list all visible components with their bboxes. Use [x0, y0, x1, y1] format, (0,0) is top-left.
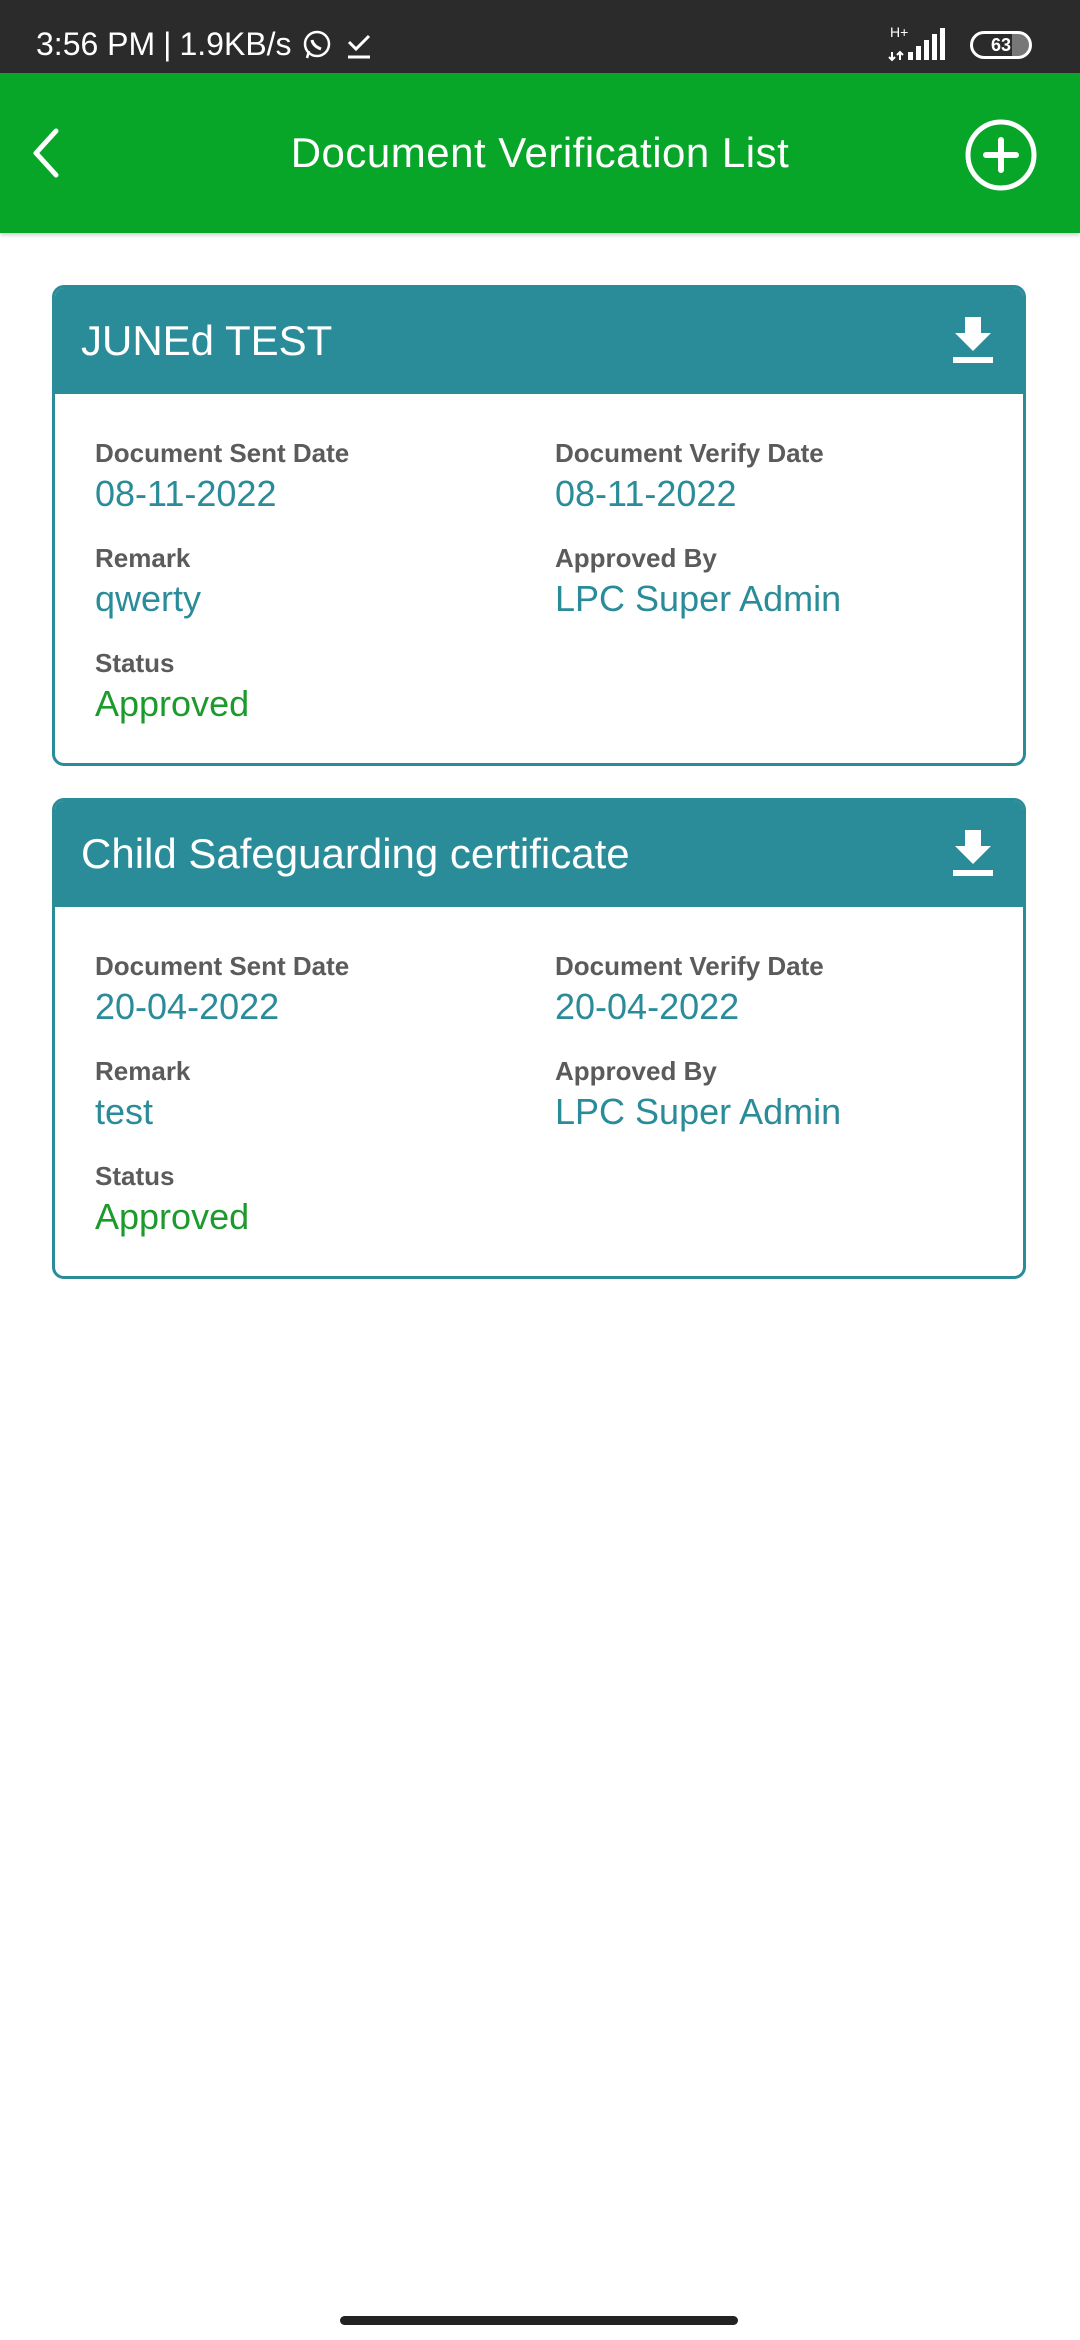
status-field [95, 1161, 555, 1238]
network-type: H+ [890, 24, 909, 40]
status-time: 3:56 PM [36, 26, 156, 62]
card-body [55, 907, 1023, 1276]
download-icon [951, 315, 995, 367]
download-done-icon [342, 28, 376, 62]
battery-icon [970, 31, 1032, 59]
verify-date-field [555, 951, 983, 1028]
card-header [55, 801, 1023, 907]
approved-by-field [555, 543, 983, 620]
verify-date-field [555, 438, 983, 515]
document-card [52, 798, 1026, 1279]
status-label: Status [95, 648, 175, 678]
card-header [55, 288, 1023, 394]
approved-by-value: LPC Super Admin [555, 578, 842, 619]
document-list [52, 285, 1026, 1311]
app-bar [0, 73, 1080, 233]
remark-field [95, 543, 555, 620]
sent-date-field [95, 438, 555, 515]
sent-date-label: Document Sent Date [95, 438, 350, 468]
verify-date-label: Document Verify Date [555, 438, 824, 468]
status-separator: | [163, 26, 172, 62]
battery-level: 63 [990, 34, 1012, 55]
sent-date-field [95, 951, 555, 1028]
download-button[interactable] [951, 828, 995, 880]
verify-date-value: 20-04-2022 [555, 986, 740, 1027]
remark-label: Remark [95, 1056, 191, 1086]
card-body [55, 394, 1023, 763]
verify-date-value: 08-11-2022 [555, 473, 737, 514]
status-badge: Approved [95, 1196, 250, 1237]
add-document-button[interactable] [964, 118, 1038, 192]
download-button[interactable] [951, 315, 995, 367]
remark-value: qwerty [95, 578, 202, 619]
status-bar [0, 0, 1080, 73]
approved-by-label: Approved By [555, 543, 717, 573]
back-button[interactable] [22, 123, 72, 183]
page-title: Document Verification List [290, 129, 790, 176]
remark-field [95, 1056, 555, 1133]
document-title: JUNEd TEST [81, 317, 333, 364]
sent-date-label: Document Sent Date [95, 951, 350, 981]
sent-date-value: 08-11-2022 [95, 473, 277, 514]
network-speed: 1.9KB/s [179, 26, 292, 62]
approved-by-label: Approved By [555, 1056, 717, 1086]
download-icon [951, 828, 995, 880]
plus-circle-icon [964, 118, 1038, 192]
status-field [95, 648, 555, 725]
verify-date-label: Document Verify Date [555, 951, 824, 981]
remark-value: test [95, 1091, 154, 1132]
status-label: Status [95, 1161, 175, 1191]
home-indicator[interactable] [340, 2316, 738, 2325]
document-title: Child Safeguarding certificate [81, 830, 630, 877]
document-card [52, 285, 1026, 766]
signal-icon [888, 24, 952, 62]
status-badge: Approved [95, 683, 250, 724]
remark-label: Remark [95, 543, 191, 573]
chevron-left-icon [22, 123, 72, 183]
approved-by-field [555, 1056, 983, 1133]
whatsapp-icon [300, 28, 334, 62]
approved-by-value: LPC Super Admin [555, 1091, 842, 1132]
sent-date-value: 20-04-2022 [95, 986, 280, 1027]
